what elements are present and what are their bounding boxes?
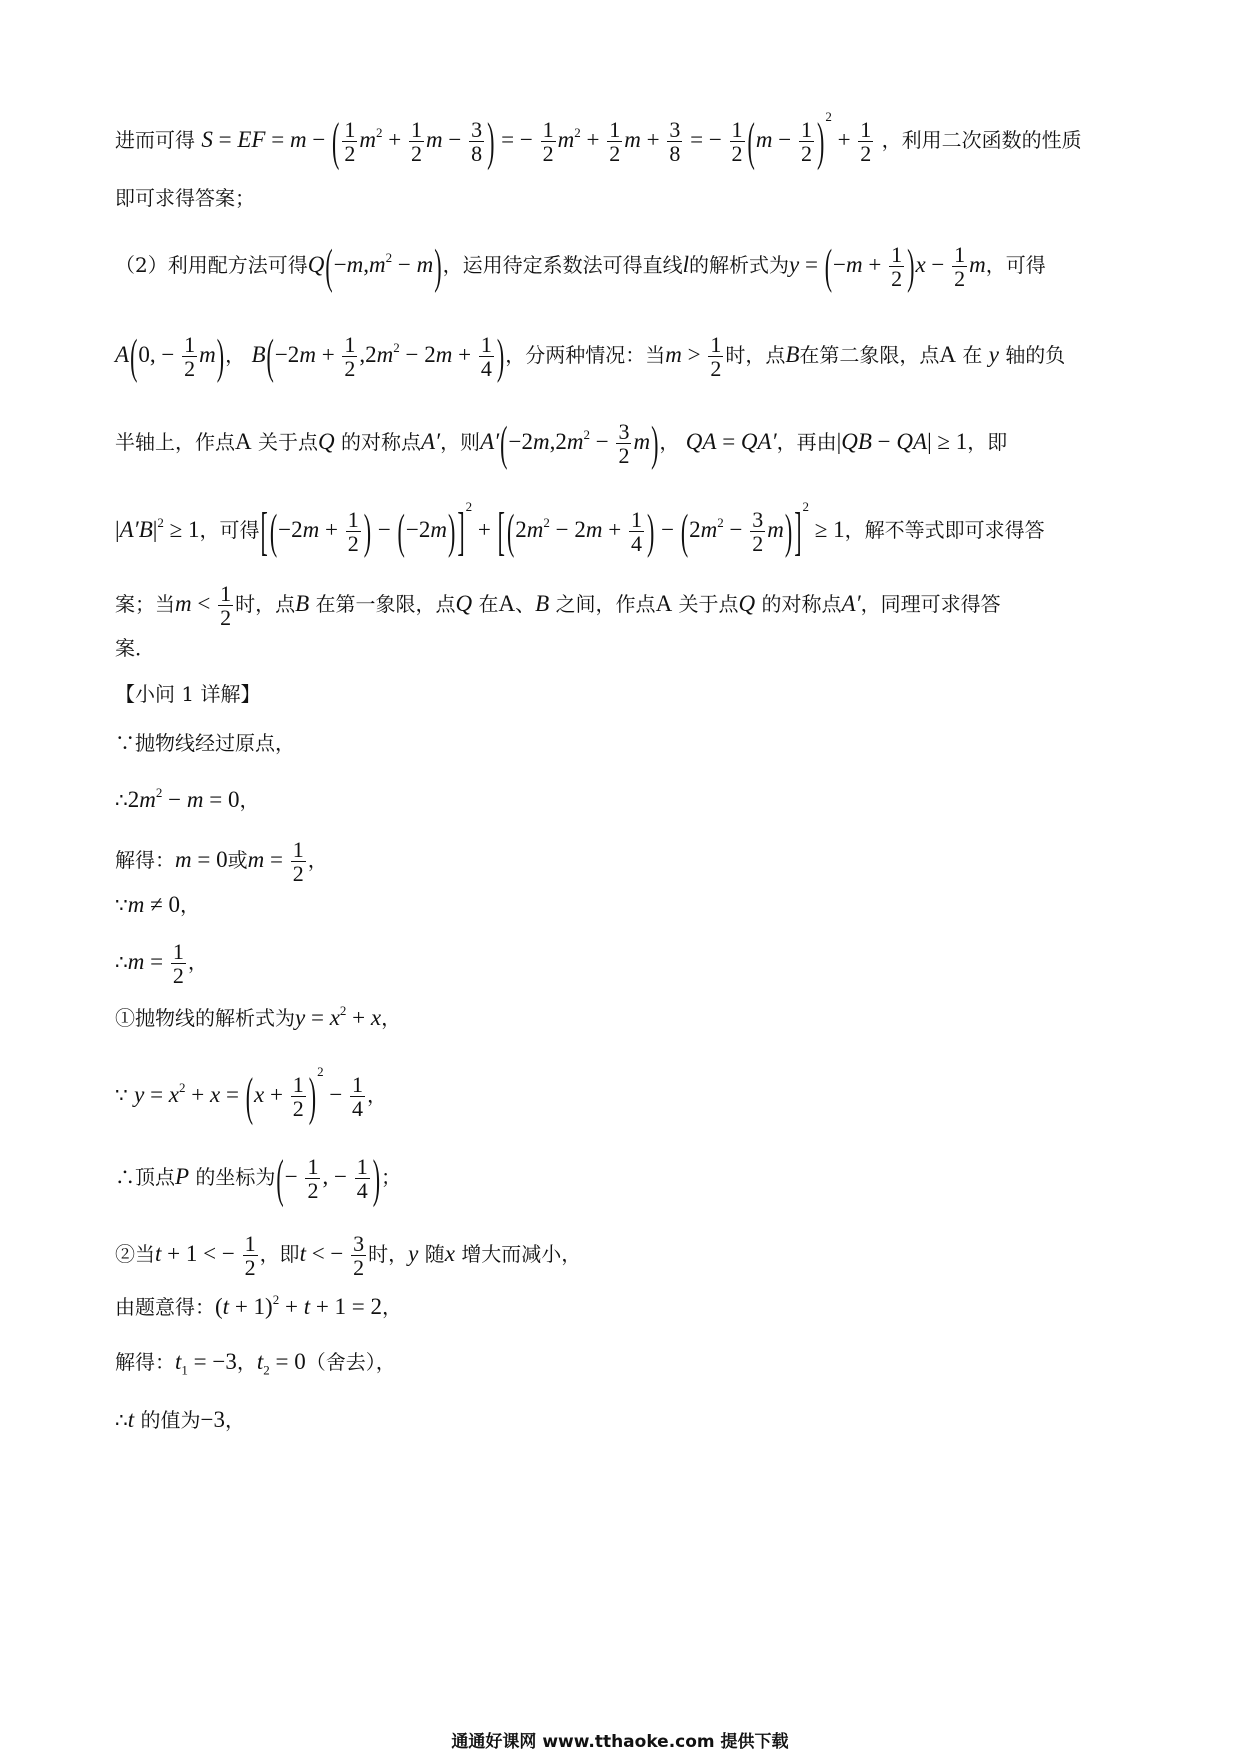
text: 案．: [115, 636, 155, 660]
text: 时，: [368, 1241, 409, 1266]
text: ∴: [115, 949, 128, 974]
text: 在第一象限，点: [315, 591, 456, 616]
text-line-16: [115, 1063, 388, 1126]
math-expression: −3: [200, 1407, 225, 1432]
math-expression: $t_2 = 0$: [256, 1349, 306, 1378]
text-line-17: ∴顶点P 的坐标为(− $\frac{1}{2}$ , − $\frac{1}{4}$ )；: [115, 1147, 402, 1208]
text: 或: [227, 847, 248, 872]
text: ，再由: [776, 429, 837, 454]
text: ∴: [115, 1408, 128, 1432]
text: ，运用待定系数法可得直线: [442, 252, 683, 277]
math-expression: |QB − QA| ≥ 1: [836, 428, 968, 454]
text-line-3: [115, 237, 1046, 293]
text: ，即: [259, 1241, 300, 1266]
math-expression: t + 1 < − $\frac{1}{2}$: [155, 1231, 256, 1281]
text-line-1: [115, 108, 1082, 171]
math-expression: $Q(-m,m^2 - m)$: [307, 237, 442, 293]
text: ，分两种情况：当: [505, 342, 666, 367]
page-footer: [0, 1727, 1240, 1752]
text: 关于点: [678, 591, 739, 616]
math-expression: B(−2m + $\frac{1}{2}$ $,2m^2 - 2m$ + $\frac{1}{4}$ ): [251, 327, 505, 383]
text: ，: [224, 1408, 245, 1432]
math-expression: S = EF = m − ( $\frac{1}{2}$ $m^2$ + $\frac{1}{2}$ m − $\frac{3}{8}$ ) = − $\frac{1}{2}$ $m^2$ + $\frac{1}{2}$ m + $\frac{3}{8}$ = − $\frac{1}{2}$ (m − $\frac{1}{2}$ )$^2$ + $\frac{1}{2}$: [201, 108, 872, 171]
text: 进而可得: [115, 127, 195, 152]
math-expression: m = $\frac{1}{2}$: [247, 837, 304, 887]
text: 案；当: [115, 591, 175, 616]
text: 解得：: [115, 1350, 175, 1374]
math-expression: m ≠ 0: [127, 892, 180, 917]
math-expression: $t_1 = -3$: [175, 1349, 237, 1378]
math-expression: l: [682, 251, 689, 277]
text-line-4: A(0, − $\frac{1}{2}$ m)， B(−2m + $\frac{1}{2}$ $,2m^2 - 2m$ + $\frac{1}{4}$ )，分两种情况：当m > $\frac{1}{2}$ 时，点B在第二象限，点A 在 y 轴的负: [115, 327, 1066, 383]
math-expression: m > $\frac{1}{2}$: [665, 332, 722, 382]
text-line-2: [115, 188, 255, 208]
text: 在: [962, 342, 983, 367]
math-expression: $|A'B|^2 \ge 1$: [115, 514, 200, 542]
text: ①抛物线的解析式为: [115, 1006, 295, 1030]
text: 半轴上，作点: [115, 429, 235, 454]
text: 关于点: [257, 429, 318, 454]
text: ，同理可求得答: [860, 591, 1001, 616]
math-expression: $A'(-2m,2m^2$ − $\frac{3}{2}$ m): [480, 414, 659, 470]
text: ；: [381, 1164, 402, 1189]
text-line-19: [115, 1293, 402, 1318]
text: 在: [478, 591, 499, 616]
math-expression: m = 0: [175, 846, 228, 872]
text: ，即: [967, 429, 1008, 454]
math-expression: m < $\frac{1}{2}$: [175, 581, 232, 631]
math-expression: B: [785, 341, 800, 367]
math-expression: t < − $\frac{3}{2}$: [299, 1231, 365, 1281]
math-expression: m = $\frac{1}{2}$: [127, 939, 184, 989]
text: （舍去），: [305, 1350, 396, 1374]
text-line-15: [115, 1004, 401, 1029]
text: 时，点: [725, 342, 786, 367]
text: 的对称点: [340, 429, 421, 454]
text-line-14: [115, 940, 208, 987]
text: 的对称点: [761, 591, 842, 616]
text: ，利用二次函数的性质: [881, 127, 1082, 152]
math-expression: (− $\frac{1}{2}$ , − $\frac{1}{4}$ ): [276, 1147, 381, 1208]
math-expression: $2m^2 - m = 0$: [127, 785, 240, 812]
text-line-13: [115, 893, 200, 916]
text-line-20: [115, 1350, 396, 1377]
text: 的值为: [140, 1408, 201, 1432]
text: 时，点: [235, 591, 296, 616]
math-expression: QA = QA′: [685, 428, 777, 454]
text-line-6: [115, 498, 1045, 561]
text: ∵: [115, 893, 128, 917]
text: 由题意得：: [115, 1295, 215, 1319]
text: ，可得: [199, 517, 260, 542]
text: ，解不等式即可求得答: [844, 517, 1045, 542]
text: ，: [236, 1350, 257, 1374]
footer-text: 通通好课网 www.tthaoke.com 提供下载: [451, 1732, 789, 1752]
text: 在第二象限，点: [799, 342, 940, 367]
text: ∴顶点: [115, 1164, 175, 1189]
text: 解得：: [115, 847, 175, 872]
text: 增大而减小，: [461, 1241, 582, 1266]
text: 随: [424, 1241, 445, 1266]
text-line-10: [115, 733, 295, 753]
math-expression: y: [988, 341, 999, 367]
text: ，: [381, 1006, 402, 1030]
text: ，: [659, 429, 680, 454]
text-line-12: [115, 838, 328, 885]
text: ∵: [115, 1082, 135, 1107]
text: ，: [367, 1082, 388, 1107]
text: 的坐标为: [195, 1164, 276, 1189]
text: ，: [239, 788, 260, 812]
text: ②当: [115, 1241, 155, 1266]
text: 即可求得答案；: [115, 186, 255, 210]
math-expression: $y = x^2 + x$: [295, 1003, 382, 1030]
text: ，则: [440, 429, 481, 454]
math-expression: A(0, − $\frac{1}{2}$ m): [115, 327, 225, 383]
text: 的解析式为: [689, 252, 789, 277]
text-line-8: [115, 638, 155, 658]
math-expression: $(t + 1)^2 + t + 1 = 2$: [215, 1292, 383, 1319]
text-line-5: 半轴上，作点A 关于点Q 的对称点A′，则$A'(-2m,2m^2$ − $\frac{3}{2}$ m)， QA = QA′，再由|QB − QA| ≥ 1，即: [115, 414, 1008, 470]
text-line-11: [115, 786, 259, 811]
text: ，可得: [985, 252, 1046, 277]
text-line-18: ②当t + 1 < − $\frac{1}{2}$ ，即t < − $\frac{3}{2}$ 时，y 随x 增大而减小，: [115, 1231, 582, 1281]
text: ∵抛物线经过原点，: [115, 731, 295, 755]
section-heading: [115, 684, 260, 704]
math-expression: y = (−m + $\frac{1}{2}$ )x − $\frac{1}{2}$ m: [789, 237, 986, 293]
text: ，: [187, 949, 208, 974]
text: （2）利用配方法可得: [115, 252, 308, 277]
text: ，: [307, 847, 328, 872]
math-expression: [(−2m + $\frac{1}{2}$ ) − $(-2m)]^2 + [(2m^2 - 2m$ + $\frac{1}{4}$ ) − ($2m^2$ − $\frac{3}{2}$ m)]$^2$ ≥ 1: [260, 498, 845, 561]
text: 之间，作点: [555, 591, 656, 616]
text: 【小问 1 详解】: [115, 682, 261, 706]
text-line-7: 案；当m < $\frac{1}{2}$ 时，点B 在第一象限，点Q 在A、B 之间，作点A 关于点Q 的对称点A′，同理可求得答: [115, 581, 1001, 631]
text: ，: [382, 1295, 403, 1319]
math-expression: $y = x^2 + x = (x$ + $\frac{1}{2}$ )$^2$ − $\frac{1}{4}$: [134, 1063, 364, 1126]
text: ∴: [115, 788, 128, 812]
text-line-21: ∴t 的值为−3，: [115, 1407, 245, 1432]
text: ，: [179, 893, 200, 917]
text: 轴的负: [1005, 342, 1066, 367]
